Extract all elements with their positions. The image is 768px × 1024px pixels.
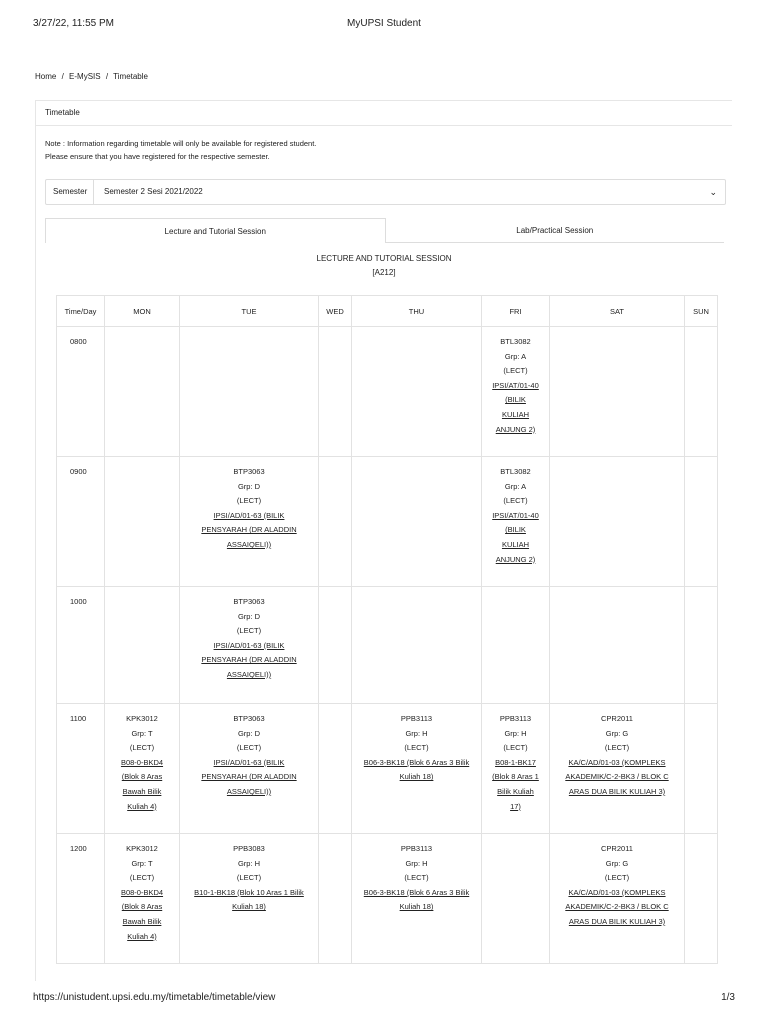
column-header: Time/Day — [57, 296, 105, 327]
breadcrumb-separator: / — [61, 72, 64, 81]
session-tabs — [45, 218, 724, 243]
timetable-cell — [685, 587, 718, 704]
class-type: (LECT) — [236, 626, 262, 636]
course-code: PPB3113 — [400, 714, 433, 723]
class-group: Grp: A — [504, 481, 527, 491]
timetable-cell — [550, 327, 685, 457]
column-header: TUE — [180, 296, 319, 327]
room-link[interactable]: B08-0-BKD4 — [120, 887, 164, 897]
timetable-card — [35, 100, 732, 981]
class-entry — [553, 842, 681, 930]
timetable-cell — [180, 327, 319, 457]
breadcrumb-emysis[interactable]: E-MySIS — [69, 72, 101, 81]
print-datetime: 3/27/22, 11:55 PM — [33, 18, 114, 29]
room-link[interactable]: (BILIK — [505, 525, 526, 535]
room-link[interactable]: 17) — [510, 801, 521, 811]
room-link[interactable]: (Blok 8 Aras 1 — [492, 772, 539, 782]
note-line: Note : Information regarding timetable will only be available for registered student. — [45, 139, 317, 148]
timetable-row — [57, 834, 718, 964]
timetable-cell — [105, 704, 180, 834]
room-link[interactable]: IPSI/AT/01-40 — [492, 510, 539, 520]
timetable-cell — [482, 457, 550, 587]
room-link[interactable]: Kuliah 4) — [127, 931, 157, 941]
breadcrumb-timetable: Timetable — [113, 72, 148, 81]
timetable-cell — [180, 587, 319, 704]
column-header: FRI — [482, 296, 550, 327]
session-title: LECTURE AND TUTORIAL SESSION — [316, 254, 452, 263]
tab-lab-practical[interactable]: Lab/Practical Session — [386, 218, 725, 243]
timetable-cell — [319, 587, 352, 704]
timetable-cell — [352, 834, 482, 964]
timetable-cell — [319, 704, 352, 834]
time-slot: 1200 — [57, 834, 105, 964]
timetable-row — [57, 327, 718, 457]
session-heading — [36, 252, 732, 280]
column-header: THU — [352, 296, 482, 327]
timetable-cell — [685, 704, 718, 834]
room-link[interactable]: B06-3-BK18 (Blok 6 Aras 3 Bilik — [363, 887, 470, 897]
course-code: PPB3113 — [400, 844, 433, 853]
class-type: (LECT) — [236, 873, 262, 883]
room-link[interactable]: Bawah Bilik — [122, 786, 162, 796]
class-group: Grp: T — [131, 728, 153, 738]
semester-selected: Semester 2 Sesi 2021/2022 — [104, 187, 203, 196]
timetable-row — [57, 704, 718, 834]
timetable-header-row — [57, 296, 718, 327]
class-type: (LECT) — [503, 743, 528, 753]
timetable-cell — [482, 587, 550, 704]
class-type: (LECT) — [503, 366, 528, 376]
timetable-cell — [105, 587, 180, 704]
class-group: Grp: G — [605, 858, 629, 868]
class-type: (LECT) — [604, 743, 630, 753]
timetable-cell — [105, 327, 180, 457]
time-slot: 1000 — [57, 587, 105, 704]
course-code: CPR2011 — [601, 844, 633, 853]
class-group: Grp: G — [605, 728, 629, 738]
class-group: Grp: D — [237, 611, 261, 621]
class-group: Grp: H — [405, 728, 428, 738]
class-entry — [553, 712, 681, 800]
room-link[interactable]: B06-3-BK18 (Blok 6 Aras 3 Bilik — [363, 757, 470, 767]
room-link[interactable]: IPSI/AD/01-63 (BILIK — [213, 510, 285, 520]
chevron-down-icon[interactable]: ⌄ — [709, 187, 717, 197]
class-type: (LECT) — [404, 743, 429, 753]
note-line: Please ensure that you have registered for the respective semester. — [45, 152, 270, 161]
timetable-row — [57, 457, 718, 587]
class-type: (LECT) — [604, 873, 630, 883]
room-link[interactable]: ANJUNG 2) — [495, 424, 536, 434]
course-code: BTP3063 — [233, 714, 265, 723]
class-entry — [183, 712, 315, 800]
class-type: (LECT) — [236, 496, 262, 506]
semester-label: Semester — [46, 180, 94, 204]
column-header: SUN — [685, 296, 718, 327]
class-entry — [108, 842, 176, 944]
page-url: https://unistudent.upsi.edu.my/timetable/timetable/view — [33, 992, 276, 1003]
room-link[interactable]: KA/C/AD/01-03 (KOMPLEKS — [568, 887, 666, 897]
tab-lecture-tutorial[interactable]: Lecture and Tutorial Session — [45, 218, 386, 243]
course-code: PPB3083 — [233, 844, 265, 853]
print-header — [33, 18, 735, 32]
class-entry — [355, 712, 478, 785]
registration-note — [45, 137, 316, 163]
timetable-cell — [319, 834, 352, 964]
course-code: KPK3012 — [126, 714, 158, 723]
room-link[interactable]: Kuliah 18) — [232, 902, 266, 912]
timetable-cell — [352, 587, 482, 704]
class-type: (LECT) — [129, 743, 155, 753]
class-type: (LECT) — [129, 873, 155, 883]
room-link[interactable]: PENSYARAH (DR ALADDIN — [201, 655, 297, 665]
room-link[interactable]: (Blok 8 Aras — [121, 902, 163, 912]
room-link[interactable]: (Blok 8 Aras — [121, 772, 163, 782]
class-group: Grp: D — [237, 728, 261, 738]
class-group: Grp: H — [405, 858, 428, 868]
timetable-cell — [482, 327, 550, 457]
class-entry — [485, 465, 546, 567]
timetable-cell — [685, 457, 718, 587]
course-code: PPB3113 — [499, 714, 532, 723]
room-link[interactable]: PENSYARAH (DR ALADDIN — [201, 772, 297, 782]
timetable-grid — [56, 295, 718, 964]
breadcrumb — [35, 72, 151, 81]
class-type: (LECT) — [404, 873, 429, 883]
timetable-cell — [180, 457, 319, 587]
class-entry — [183, 595, 315, 683]
room-link[interactable]: (BILIK — [505, 395, 526, 405]
room-link[interactable]: B08-1-BK17 — [495, 757, 536, 767]
timetable-cell — [352, 704, 482, 834]
course-code: CPR2011 — [601, 714, 633, 723]
timetable-row — [57, 587, 718, 704]
timetable-cell — [105, 457, 180, 587]
course-code: KPK3012 — [126, 844, 158, 853]
page-number: 1/3 — [721, 992, 735, 1003]
breadcrumb-home[interactable]: Home — [35, 72, 57, 81]
timetable-cell — [685, 327, 718, 457]
room-link[interactable]: ASSAIQELI)) — [226, 669, 272, 679]
room-link[interactable]: KA/C/AD/01-03 (KOMPLEKS — [568, 757, 666, 767]
timetable-cell — [180, 704, 319, 834]
room-link[interactable]: B08-0-BKD4 — [120, 757, 164, 767]
room-link[interactable]: IPSI/AD/01-63 (BILIK — [213, 640, 285, 650]
room-link[interactable]: PENSYARAH (DR ALADDIN — [201, 525, 297, 535]
room-link[interactable]: IPSI/AT/01-40 — [492, 380, 539, 390]
class-entry — [183, 465, 315, 553]
class-type: (LECT) — [236, 743, 262, 753]
room-link[interactable]: B10-1-BK18 (Blok 10 Aras 1 Bilik — [194, 887, 304, 897]
timetable-cell — [550, 834, 685, 964]
timetable-cell — [352, 327, 482, 457]
timetable-cell — [352, 457, 482, 587]
class-group: Grp: H — [504, 728, 527, 738]
room-link[interactable]: KULIAH — [501, 409, 530, 419]
timetable-cell — [550, 457, 685, 587]
timetable-cell — [685, 834, 718, 964]
card-header: Timetable — [36, 101, 732, 126]
room-link[interactable]: ASSAIQELI)) — [226, 786, 272, 796]
session-code: [A212] — [372, 268, 396, 277]
column-header: WED — [319, 296, 352, 327]
course-code: BTL3082 — [500, 337, 531, 346]
semester-select[interactable] — [45, 179, 726, 205]
print-footer — [33, 992, 735, 1004]
time-slot: 0900 — [57, 457, 105, 587]
room-link[interactable]: ASSAIQELI)) — [226, 539, 272, 549]
column-header: SAT — [550, 296, 685, 327]
timetable-cell — [482, 834, 550, 964]
room-link[interactable]: IPSI/AD/01-63 (BILIK — [213, 757, 285, 767]
timetable-cell — [319, 457, 352, 587]
room-link[interactable]: KULIAH — [501, 539, 530, 549]
time-slot: 0800 — [57, 327, 105, 457]
course-code: BTP3063 — [233, 597, 265, 606]
course-code: BTP3063 — [233, 467, 265, 476]
class-entry — [485, 335, 546, 437]
timetable-cell — [550, 587, 685, 704]
room-link[interactable]: Bilik Kuliah — [497, 786, 534, 796]
semester-value[interactable] — [94, 180, 725, 204]
class-group: Grp: T — [131, 858, 153, 868]
class-group: Grp: H — [237, 858, 261, 868]
room-link[interactable]: Bawah Bilik — [122, 916, 162, 926]
room-link[interactable]: Kuliah 18) — [399, 772, 434, 782]
print-title: MyUPSI Student — [347, 18, 421, 29]
course-code: BTL3082 — [500, 467, 531, 476]
room-link[interactable]: ARAS DUA BILIK KULIAH 3) — [568, 916, 666, 926]
room-link[interactable]: AKADEMIK/C-2-BK3 / BLOK C — [565, 772, 669, 782]
class-entry — [485, 712, 546, 814]
room-link[interactable]: ARAS DUA BILIK KULIAH 3) — [568, 786, 666, 796]
timetable-cell — [550, 704, 685, 834]
time-slot: 1100 — [57, 704, 105, 834]
class-group: Grp: D — [237, 481, 261, 491]
class-entry — [108, 712, 176, 814]
class-type: (LECT) — [503, 496, 528, 506]
room-link[interactable]: AKADEMIK/C-2-BK3 / BLOK C — [565, 902, 669, 912]
timetable-cell — [319, 327, 352, 457]
timetable-cell — [482, 704, 550, 834]
class-group: Grp: A — [504, 351, 527, 361]
class-entry — [355, 842, 478, 915]
timetable-cell — [180, 834, 319, 964]
room-link[interactable]: Kuliah 18) — [399, 902, 434, 912]
room-link[interactable]: Kuliah 4) — [127, 801, 157, 811]
timetable-cell — [105, 834, 180, 964]
room-link[interactable]: ANJUNG 2) — [495, 554, 536, 564]
class-entry — [183, 842, 315, 915]
breadcrumb-separator: / — [105, 72, 109, 81]
column-header: MON — [105, 296, 180, 327]
